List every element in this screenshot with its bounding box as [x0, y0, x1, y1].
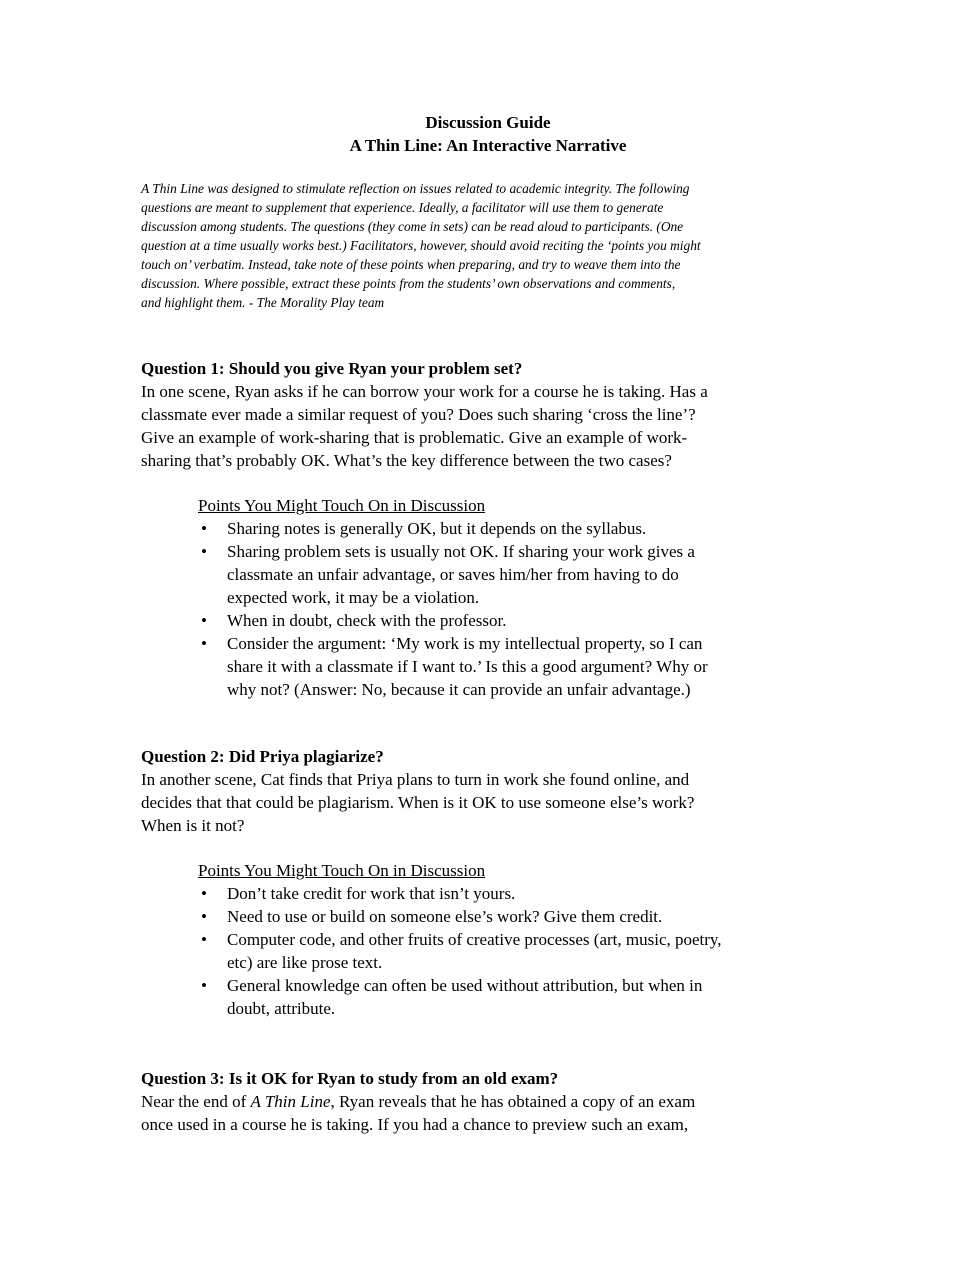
question-body-line: decides that that could be plagiarism. When is it OK to use someone else’s work? — [141, 793, 695, 812]
question-body-line: Give an example of work-sharing that is problematic. Give an example of work- — [141, 428, 688, 447]
bullet-icon: • — [201, 976, 207, 995]
document-subtitle: A Thin Line: An Interactive Narrative — [349, 136, 627, 155]
list-item-text: Don’t take credit for work that isn’t yours. — [227, 884, 516, 903]
intro-line: questions are meant to supplement that experience. Ideally, a facilitator will use them to generate — [141, 200, 664, 215]
list-item-text: Sharing notes is generally OK, but it depends on the syllabus. — [227, 519, 647, 538]
list-item — [198, 928, 831, 974]
list-item-text: why not? (Answer: No, because it can provide an unfair advantage.) — [227, 680, 691, 699]
intro-line: and highlight them. - The Morality Play team — [141, 295, 385, 310]
question-1-section — [141, 357, 831, 701]
question-body-line — [141, 1090, 831, 1113]
list-item — [198, 882, 831, 905]
bullet-icon: • — [201, 542, 207, 561]
list-item-text: doubt, attribute. — [227, 999, 336, 1018]
list-item-text: share it with a classmate if I want to.’ Is this a good argument? Why or — [227, 657, 708, 676]
points-heading: Points You Might Touch On in Discussion — [198, 496, 486, 515]
list-item — [198, 632, 831, 701]
bullet-icon: • — [201, 611, 207, 630]
bullet-icon: • — [201, 907, 207, 926]
intro-line: discussion. Where possible, extract these points from the students’ own observations and comments, — [141, 276, 676, 291]
game-title-reference: A Thin Line — [250, 1092, 331, 1111]
points-block — [198, 859, 831, 1020]
question-3-section — [141, 1067, 831, 1136]
document-title: Discussion Guide — [425, 113, 551, 132]
list-item-text: Sharing problem sets is usually not OK. If sharing your work gives a — [227, 542, 695, 561]
question-3-heading: Question 3: Is it OK for Ryan to study from an old exam? — [141, 1069, 559, 1088]
list-item-text: etc) are like prose text. — [227, 953, 383, 972]
list-item-text: Need to use or build on someone else’s work? Give them credit. — [227, 907, 663, 926]
question-body-line: once used in a course he is taking. If you had a chance to preview such an exam, — [141, 1115, 689, 1134]
question-body-line: When is it not? — [141, 816, 245, 835]
list-item — [198, 609, 831, 632]
list-item-text: When in doubt, check with the professor. — [227, 611, 507, 630]
list-item — [198, 974, 831, 1020]
list-item — [198, 905, 831, 928]
list-item-text: General knowledge can often be used without attribution, but when in — [227, 976, 703, 995]
bullet-icon: • — [201, 519, 207, 538]
list-item-text: classmate an unfair advantage, or saves him/her from having to do — [227, 565, 679, 584]
bullet-icon: • — [201, 884, 207, 903]
bullet-icon: • — [201, 634, 207, 653]
list-item — [198, 517, 831, 540]
question-body-line: In another scene, Cat finds that Priya plans to turn in work she found online, and — [141, 770, 690, 789]
list-item-text: expected work, it may be a violation. — [227, 588, 480, 607]
intro-line: touch on’ verbatim. Instead, take note of these points when preparing, and try to weave them into the — [141, 257, 681, 272]
intro-line: discussion among students. The questions (they come in sets) can be read aloud to participants. (One — [141, 219, 684, 234]
points-list — [198, 517, 831, 701]
question-1-heading: Question 1: Should you give Ryan your problem set? — [141, 359, 523, 378]
question-body-line: classmate ever made a similar request of you? Does such sharing ‘cross the line’? — [141, 405, 696, 424]
body-text: , Ryan reveals that he has obtained a copy of an exam — [330, 1092, 696, 1111]
points-list — [198, 882, 831, 1020]
question-body-line: sharing that’s probably OK. What’s the key difference between the two cases? — [141, 451, 672, 470]
intro-line: A Thin Line was designed to stimulate reflection on issues related to academic integrity. The following — [141, 181, 690, 196]
list-item-text: Computer code, and other fruits of creative processes (art, music, poetry, — [227, 930, 722, 949]
body-text: Near the end of — [141, 1092, 251, 1111]
question-2-section — [141, 745, 831, 1020]
list-item-text: Consider the argument: ‘My work is my intellectual property, so I can — [227, 634, 703, 653]
bullet-icon: • — [201, 930, 207, 949]
intro-line: question at a time usually works best.) Facilitators, however, should avoid reciting the ‘points you might — [141, 238, 701, 253]
intro-paragraph — [141, 179, 841, 312]
points-block — [198, 494, 831, 701]
points-heading: Points You Might Touch On in Discussion — [198, 861, 486, 880]
question-2-heading: Question 2: Did Priya plagiarize? — [141, 747, 384, 766]
list-item — [198, 540, 831, 609]
question-body-line: In one scene, Ryan asks if he can borrow your work for a course he is taking. Has a — [141, 382, 708, 401]
